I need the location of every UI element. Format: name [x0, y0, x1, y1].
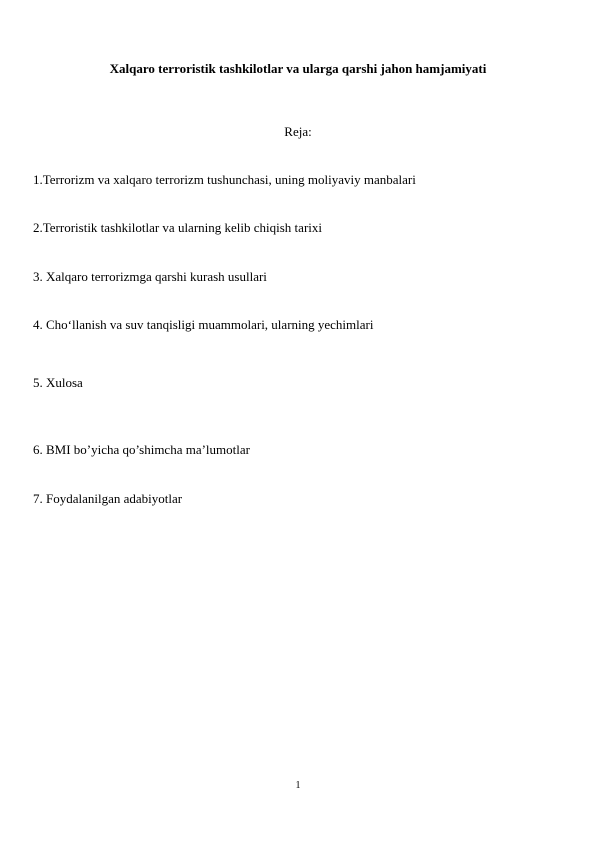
plan-item-2: 2.Terroristik tashkilotlar va ularning kelib chiqish tarixi [33, 220, 322, 235]
plan-item-6: 6. BMI bo’yicha qo’shimcha ma’lumotlar [33, 442, 250, 457]
plan-item-1: 1.Terrorizm va xalqaro terrorizm tushunchasi, uning moliyaviy manbalari [33, 172, 416, 187]
document-title: Xalqaro terroristik tashkilotlar va ularga qarshi jahon hamjamiyati [109, 61, 487, 76]
page-number: 1 [295, 780, 301, 791]
plan-item-7: 7. Foydalanilgan adabiyotlar [33, 491, 183, 506]
plan-item-5: 5. Xulosa [33, 375, 83, 390]
plan-item-4: 4. Cho‘llanish va suv tanqisligi muammolari, ularning yechimlari [33, 317, 374, 332]
plan-item-3: 3. Xalqaro terrorizmga qarshi kurash usullari [33, 269, 267, 284]
plan-heading: Reja: [284, 124, 312, 139]
